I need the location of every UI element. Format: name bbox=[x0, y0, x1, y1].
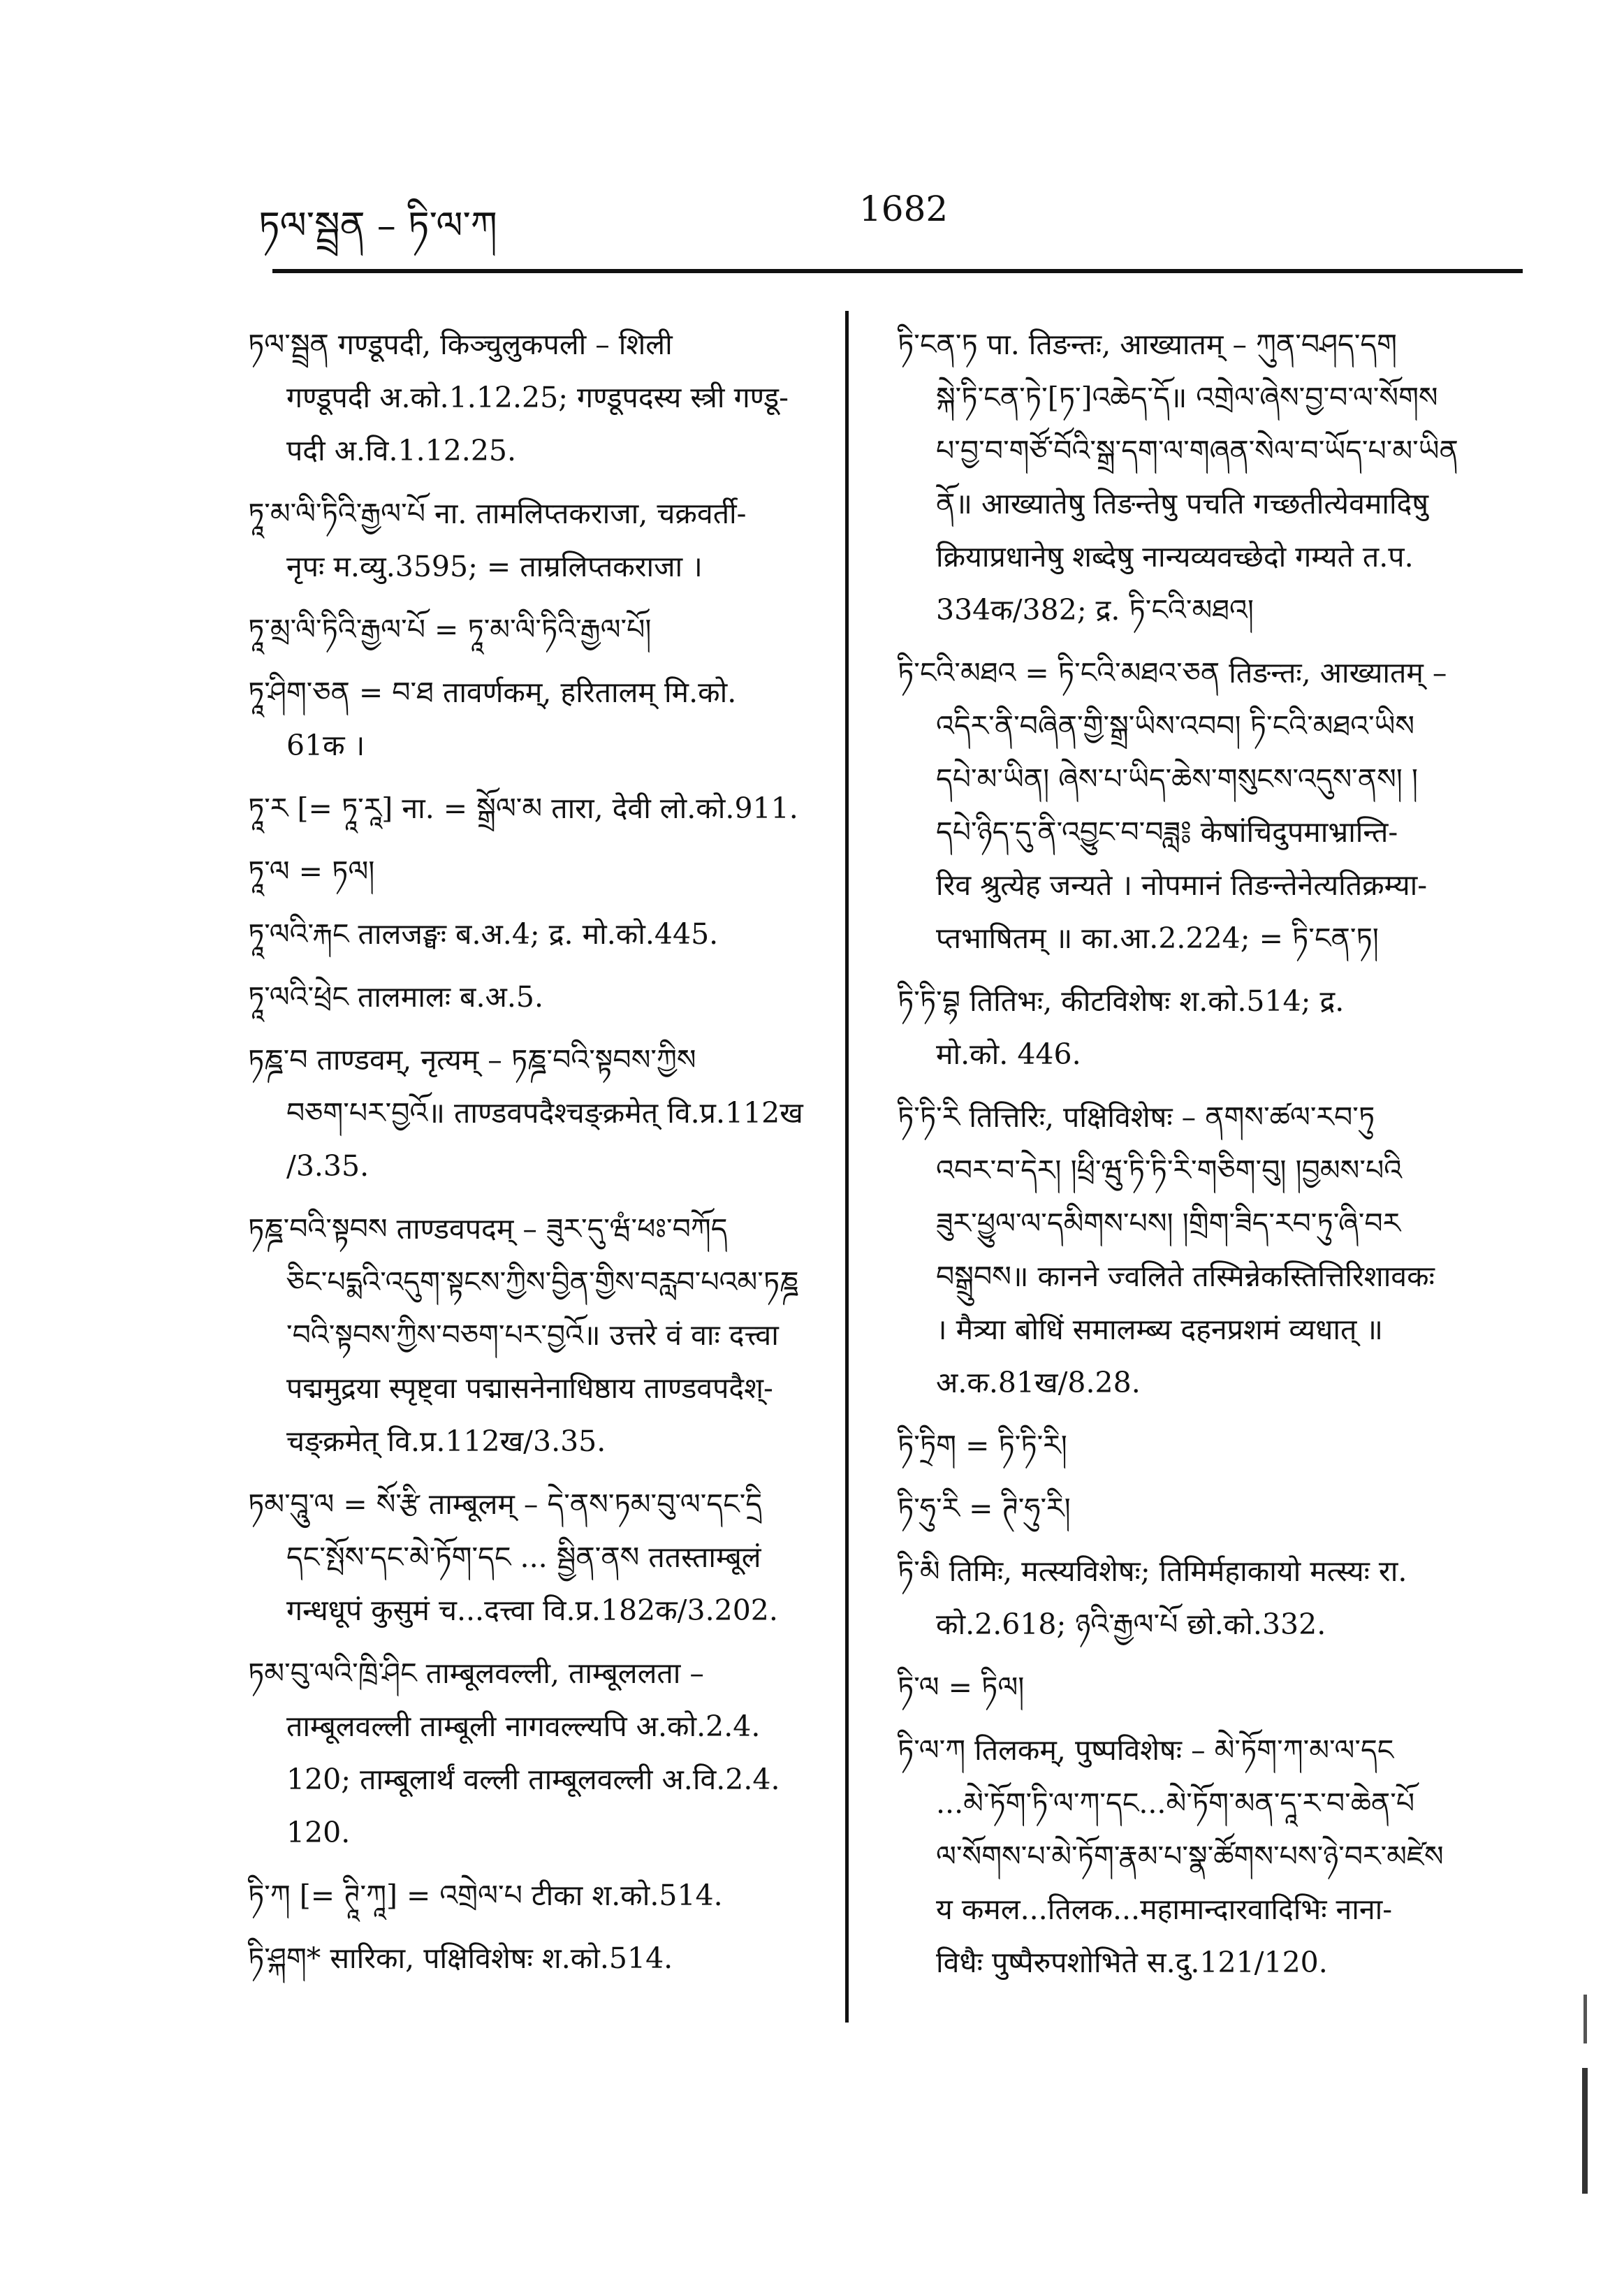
entry-headword-line: ཏི་ཀ [= ཊཱི་ཀཱ] = འགྲེལ་པ टीका श.को.514. bbox=[248, 1879, 723, 1912]
margin-mark bbox=[1583, 1995, 1587, 2043]
entry-line: 120. bbox=[286, 1816, 351, 1849]
entry-headword-line: ཏཱ་ལའི་རྐང तालजङ्घः ब.अ.4; द्र. मो.को.445. bbox=[248, 917, 719, 951]
dictionary-entry bbox=[898, 975, 1498, 1081]
entry-headword-line: ཏཱ་ར [= ཏཱ་རཱ] ना. = སྒྲོལ་མ तारा, देवी लो.को.911. bbox=[248, 792, 798, 825]
entry-line: འདིར་ནི་བཞིན་གྱི་སྒྲ་ཡིས་འབབ། ཏི་ངའི་མཐའ་ཡིས bbox=[936, 709, 1415, 743]
entry-line: 61क । bbox=[286, 729, 365, 762]
dictionary-entry bbox=[248, 908, 828, 961]
dictionary-entry bbox=[248, 970, 828, 1023]
entry-line: ནོ॥ आख्यातेषु तिङन्तेषु पचति गच्छतीत्येवमादिषु bbox=[936, 487, 1429, 520]
entry-headword-line: ཏི་ཤྐག* सारिका, पक्षिविशेषः श.को.514. bbox=[248, 1941, 673, 1975]
entry-headword-line: ཏམ་བཱུ་ལ = སོ་རྩི ताम्बूलम् – དེ་ནས་ཏམ་བུ་ལ་དང་དྲི bbox=[248, 1487, 763, 1521]
dictionary-entry bbox=[898, 1091, 1498, 1409]
entry-headword-line: ཏཱ་ཤིག་ཅན = བ་ཐ तावर्णकम्, हरितालम् मि.को. bbox=[248, 676, 737, 709]
entry-line: गण्डूपदी अ.को.1.12.25; गण्डूपदस्य स्त्री गण्डू- bbox=[286, 381, 789, 414]
dictionary-entry bbox=[248, 1647, 828, 1859]
dictionary-entry bbox=[248, 1932, 828, 1985]
dictionary-entry bbox=[248, 603, 828, 656]
dictionary-entry bbox=[898, 318, 1498, 636]
margin-mark bbox=[1582, 2068, 1588, 2194]
page-number: 1682 bbox=[859, 189, 949, 229]
dictionary-entry bbox=[248, 845, 828, 898]
dictionary-entry bbox=[248, 666, 828, 772]
entry-line: गन्धधूपं कुसुमं च...दत्त्वा वि.प्र.182क/3.202. bbox=[286, 1594, 778, 1627]
entry-line: क्रियाप्रधानेषु शब्देषु नान्यव्यवच्छेदो गम्यते त.प. bbox=[936, 540, 1414, 574]
entry-line: मो.को. 446. bbox=[936, 1037, 1081, 1071]
entry-line: ཅིང་པདྨའི་འདུག་སྟངས་ཀྱིས་བྱིན་གྱིས་བརླབ་པའམ་ཏཎྜ bbox=[286, 1265, 799, 1299]
dictionary-entry bbox=[898, 1545, 1498, 1651]
dictionary-entry bbox=[898, 1661, 1498, 1714]
entry-headword-line: ཏཎྜ་བའི་སྟབས ताण्डवपदम् – ཟུར་དུ་ཝཾ་ཕཿ་བཀོད bbox=[248, 1212, 728, 1246]
dictionary-entry bbox=[898, 646, 1498, 965]
running-head: ཏལ་སྦྲན – ཏི་ལ་ཀ bbox=[258, 203, 497, 247]
entry-line: ཟུར་ཕྱུལ་ལ་དམིགས་པས། །གྲིག་ཟིད་རབ་ཏུ་ཞི་བར bbox=[936, 1207, 1401, 1240]
entry-line: को.2.618; ཉའི་རྒྱལ་པོ छो.को.332. bbox=[936, 1608, 1326, 1641]
right-column bbox=[898, 318, 1498, 1999]
entry-line: /3.35. bbox=[286, 1149, 370, 1183]
entry-headword-line: ཏལ་སྦྲན गण्डूपदी, किञ्चुलुकपली – शिली bbox=[248, 328, 673, 361]
dictionary-entry bbox=[248, 782, 828, 835]
entry-headword-line: ཏི་ངན་ཏ पा. तिङन्तः, आख्यातम् – ཀུན་བཤད་དག bbox=[898, 328, 1397, 361]
entry-line: चङ्क्रमेत् वि.प्र.112ख/3.35. bbox=[286, 1424, 606, 1458]
entry-line: रिव श्रुत्येह जन्यते । नोपमानं तिङन्तेनेत्यतिक्रम्या- bbox=[936, 868, 1428, 902]
entry-line: བཅག་པར་བྱའོ॥ ताण्डवपदैश्चङ्क्रमेत् वि.प्र.112ख bbox=[286, 1096, 803, 1130]
dictionary-entry bbox=[248, 318, 828, 477]
entry-headword-line: ཏི་ཏྲིག = ཏི་ཏི་རི། bbox=[898, 1429, 1067, 1462]
entry-line: ་བའི་སྟབས་ཀྱིས་བཅག་པར་བྱའོ॥ उत्तरे वं वाः दत्त्वा bbox=[286, 1318, 779, 1352]
header-rule bbox=[272, 269, 1523, 273]
entry-line: य कमल...तिलक...महामान्दारवादिभिः नाना- bbox=[936, 1893, 1393, 1926]
entry-line: ལ་སོགས་པ་མེ་ཏོག་རྣམ་པ་སྣ་ཚོགས་པས་ཉེ་བར་མཛེས bbox=[936, 1839, 1444, 1873]
entry-line: पदी अ.वि.1.12.25. bbox=[286, 434, 517, 467]
entry-line: । मैत्र्या बोधिं समालम्ब्य दहनप्रशमं व्यधात् ॥ bbox=[936, 1313, 1383, 1346]
dictionary-entry bbox=[898, 1724, 1498, 1989]
entry-line: དང་སྤོས་དང་མེ་ཏོག་དང ... སྦྱིན་ནས ततस्ताम्बूलं bbox=[286, 1540, 761, 1574]
dictionary-entry bbox=[248, 1478, 828, 1637]
entry-line: 334क/382; द्र. ཏི་ངའི་མཐའ། bbox=[936, 593, 1254, 627]
entry-headword-line: ཏཱ་མ་ལི་ཏིའི་རྒྱལ་པོ ना. तामलिप्तकराजा, चक्रवर्ती- bbox=[248, 497, 747, 530]
entry-headword-line: ཏཎྜ་བ ताण्डवम्, नृत्यम् – ཏཎྜ་བའི་སྟབས་ཀྱིས bbox=[248, 1043, 696, 1077]
entry-headword-line: ཏི་མི तिमिः, मत्स्यविशेषः; तिमिर्महाकायो मत्स्यः रा. bbox=[898, 1554, 1407, 1588]
dictionary-entry bbox=[898, 1419, 1498, 1472]
left-column bbox=[248, 318, 828, 1995]
entry-headword-line: ཏི་ངའི་མཐའ = ཏི་ངའི་མཐའ་ཅན तिङन्तः, आख्यातम् – bbox=[898, 656, 1447, 690]
entry-headword-line: ཏི་ཏི་རི तित्तिरिः, पक्षिविशेषः – ནགས་ཚལ་རབ་ཏུ bbox=[898, 1100, 1375, 1134]
entry-line: པ་བྱ་བ་གཙོ་བོའི་སྒྲ་དག་ལ་གཞན་སེལ་བ་ཡོད་པ་མ་ཡིན bbox=[936, 434, 1458, 467]
entry-line: ताम्बूलवल्ली ताम्बूली नागवल्ल्यपि अ.को.2.4. bbox=[286, 1710, 761, 1743]
entry-headword-line: ཏི་ལ་ཀ तिलकम्, पुष्पविशेषः – མེ་ཏོག་ཀ་མ་ལ་དང bbox=[898, 1733, 1394, 1767]
entry-line: 120; ताम्बूलार्थं वल्ली ताम्बूलवल्ली अ.वि.2.4. bbox=[286, 1763, 780, 1796]
entry-line: नृपः म.व्यु.3595; = ताम्रलिप्तकराजा । bbox=[286, 550, 703, 583]
dictionary-entry bbox=[248, 1202, 828, 1468]
entry-headword-line: ཏི་ལ = ཏིལ། bbox=[898, 1670, 1025, 1704]
entry-headword-line: ཏམ་བུ་ལའི་ཁྲི་ཤིང ताम्बूलवल्ली, ताम्बूललता – bbox=[248, 1656, 704, 1690]
entry-line: དཔེ་མ་ཡིན། ཞེས་པ་ཡིད་ཆེས་གསུངས་འདུས་ནས། ། bbox=[936, 762, 1419, 796]
entry-headword-line: ཏཱ་ལ = ཏལ། bbox=[248, 854, 375, 888]
entry-line: ...མེ་ཏོག་ཏི་ལ་ཀ་དང...མེ་ཏོག་མན་དཱ་ར་བ་ཆེན་པོ bbox=[936, 1786, 1415, 1820]
dictionary-entry bbox=[898, 1482, 1498, 1535]
entry-line: འབར་བ་དེར། །ཕྲི་ཝུ་ཏི་ཏི་རི་གཅིག་བུ། །བྱམས་པའི bbox=[936, 1153, 1403, 1187]
entry-line: སྐེ་ཏི་ངན་ཏེ་[ཏ་]འཆེད་དོ॥ འགྲེལ་ཞེས་བྱ་བ་ལ་སོགས bbox=[936, 381, 1438, 414]
entry-line: प्तभाषितम् ॥ का.आ.2.224; = ཏི་ངན་ཏ། bbox=[936, 921, 1379, 955]
dictionary-entry bbox=[248, 1869, 828, 1922]
entry-line: अ.क.81ख/8.28. bbox=[936, 1366, 1141, 1399]
entry-headword-line: ཏཱ་ལའི་ཕྲེང तालमालः ब.अ.5. bbox=[248, 980, 543, 1014]
entry-line: དཔེ་ཉིད་དུ་ནི་འབྱུང་བ་བཟླ༔ केषांचिदुपमाभ्रान्ति- bbox=[936, 815, 1398, 849]
entry-headword-line: ཏི་ཏི་བྷ तितिभः, कीटविशेषः श.को.514; द्र. bbox=[898, 984, 1345, 1018]
entry-headword-line: ཏཱ་མྲ་ལི་ཏིའི་རྒྱལ་པོ = ཏཱ་མ་ལི་ཏིའི་རྒྱལ་པོ། bbox=[248, 613, 652, 646]
entry-line: पद्ममुद्रया स्पृष्ट्वा पद्मासनेनाधिष्ठाय ताण्डवपदैश्- bbox=[286, 1371, 773, 1405]
entry-headword-line: ཏི་ཧུ་རི = ཊི་ཧུ་རི། bbox=[898, 1492, 1071, 1525]
entry-line: བསྒྲུབས॥ कानने ज्वलिते तस्मिन्नेकस्तित्तिरिशावकः bbox=[936, 1260, 1435, 1293]
column-divider bbox=[845, 311, 849, 2023]
entry-line: विधैः पुष्पैरुपशोभिते स.दु.121/120. bbox=[936, 1946, 1328, 1979]
dictionary-entry bbox=[248, 1033, 828, 1193]
dictionary-entry bbox=[248, 487, 828, 593]
